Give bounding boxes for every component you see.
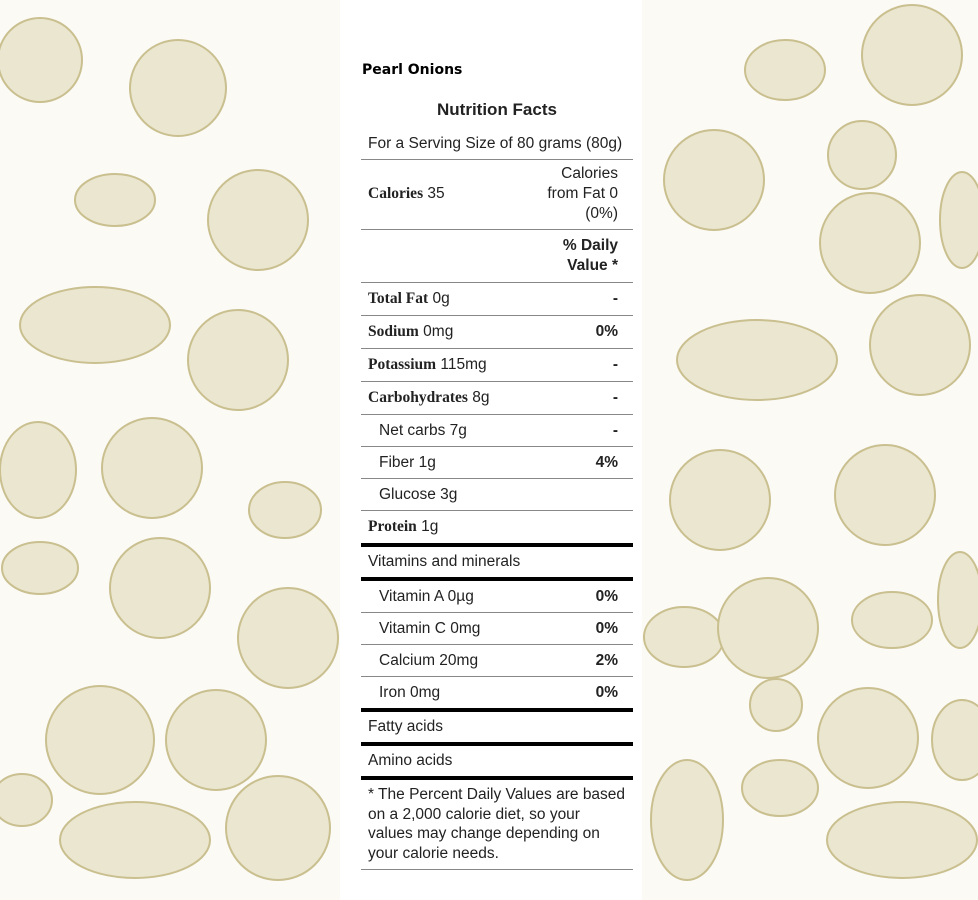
- nutrient-name: Total Fat: [368, 290, 429, 307]
- amino-acids-header: Amino acids: [361, 742, 633, 776]
- vitamin-row: [361, 677, 633, 708]
- nutrient-name: Potassium: [368, 356, 437, 373]
- vitamin-name: Vitamin A 0µg: [379, 587, 474, 605]
- product-name: Pearl Onions: [362, 62, 463, 78]
- nutrient-row-carbohydrates: [361, 382, 633, 415]
- calories-from-fat: Calories from Fat 0 (0%): [547, 165, 618, 222]
- nutrient-amount: 8g: [472, 389, 490, 406]
- vitamin-row: [361, 645, 633, 677]
- vitamin-row: [361, 613, 633, 645]
- nutrient-row-net-carbs: [361, 415, 633, 447]
- nutrient-name: Carbohydrates: [368, 389, 468, 406]
- daily-value-header: % Daily Value *: [361, 230, 633, 283]
- onion-pattern-icon: [642, 0, 978, 900]
- vitamin-name: Vitamin C 0mg: [379, 619, 481, 637]
- calories-cell: [368, 184, 445, 204]
- vitamins-header: Vitamins and minerals: [361, 543, 633, 577]
- vitamin-dv: 2%: [595, 651, 618, 669]
- nutrient-row-protein: [361, 511, 633, 543]
- nutrient-amount: 0g: [432, 290, 450, 307]
- nutrition-facts-label: [361, 92, 633, 870]
- nutrient-dv: -: [612, 290, 618, 307]
- nutrient-row-glucose: [361, 479, 633, 511]
- calories-value: 35: [427, 185, 445, 202]
- calories-row: [361, 160, 633, 230]
- vitamin-dv: 0%: [595, 587, 618, 605]
- vitamin-dv: 0%: [595, 683, 618, 701]
- nutrient-dv: -: [612, 356, 618, 373]
- nutrient-dv: 4%: [595, 453, 618, 471]
- onion-illustration-left: [0, 0, 340, 900]
- calories-label: Calories: [368, 185, 424, 202]
- nutrient-name: Fiber 1g: [379, 453, 436, 471]
- nutrient-name: Protein: [368, 518, 417, 535]
- vitamin-name: Iron 0mg: [379, 683, 441, 701]
- daily-value-footnote: * The Percent Daily Values are based on a 2,000 calorie diet, so your values may change depending on your calorie needs.: [361, 776, 633, 870]
- label-title: Nutrition Facts: [437, 100, 557, 119]
- nutrient-row-fiber: [361, 447, 633, 479]
- nutrient-name: Net carbs 7g: [379, 421, 467, 439]
- vitamin-row: [361, 577, 633, 613]
- serving-size: For a Serving Size of 80 grams (80g): [361, 128, 633, 160]
- fatty-acids-header: Fatty acids: [361, 708, 633, 742]
- onion-illustration-right: [642, 0, 978, 900]
- nutrient-row-potassium: [361, 349, 633, 382]
- nutrient-amount: 115mg: [440, 356, 487, 373]
- vitamin-name: Calcium 20mg: [379, 651, 479, 669]
- nutrient-amount: 0mg: [423, 323, 454, 340]
- nutrient-amount: 1g: [421, 518, 439, 535]
- nutrition-panel: [340, 0, 642, 900]
- vitamin-dv: 0%: [595, 619, 618, 637]
- nutrient-name: Glucose 3g: [379, 485, 458, 503]
- nutrient-dv: 0%: [595, 323, 618, 340]
- nutrient-row-total-fat: [361, 283, 633, 316]
- nutrient-name: Sodium: [368, 323, 419, 340]
- nutrient-dv: -: [612, 389, 618, 406]
- onion-pattern-icon: [0, 0, 340, 900]
- nutrient-dv: -: [612, 421, 618, 439]
- nutrient-row-sodium: [361, 316, 633, 349]
